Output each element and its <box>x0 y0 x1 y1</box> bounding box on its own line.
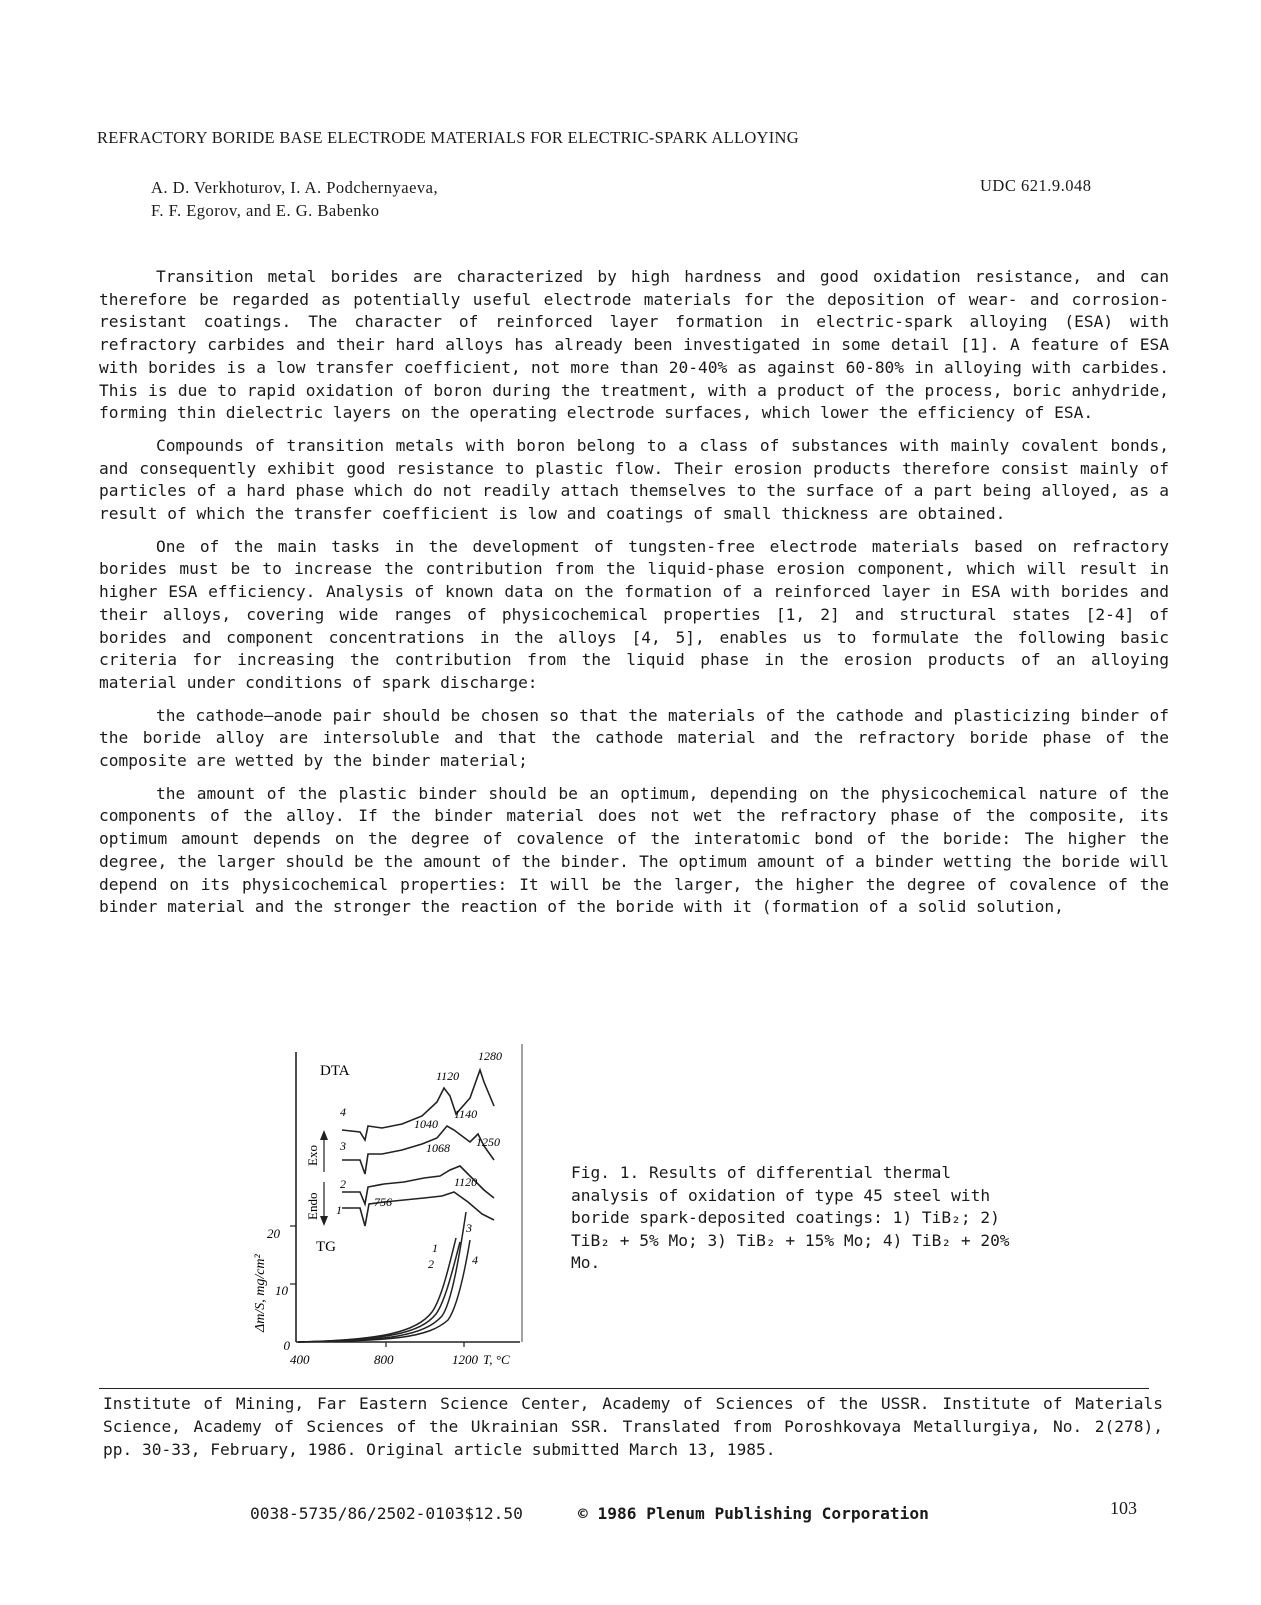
article-code: 0038-5735/86/2502-0103$12.50 <box>250 1504 523 1523</box>
peak-1250-label: 1250 <box>476 1135 500 1149</box>
peak-1120-label-bottom: 1120 <box>454 1175 478 1189</box>
y-tick-label-20: 20 <box>267 1226 280 1241</box>
dta-curve-4-id: 4 <box>340 1105 346 1119</box>
y-tick-label-10: 10 <box>275 1283 288 1298</box>
tg-curve-1-id: 1 <box>432 1241 438 1255</box>
endo-label: Endo <box>305 1192 320 1220</box>
figure-1-caption: Fig. 1. Results of differential thermal analysis of oxidation of type 45 steel with boride spark-deposited coatings: 1) TiB₂; 2) TiB₂ + 5% Mo; 3) TiB₂ + 15% Mo; 4) TiB₂ + 20% Mo. <box>571 1163 1010 1272</box>
dta-curve-2-id: 2 <box>340 1177 346 1191</box>
tg-curve-2-id: 2 <box>428 1257 434 1271</box>
x-tick-label-400: 400 <box>290 1352 310 1367</box>
tg-label: TG <box>316 1239 336 1255</box>
paragraph-1: Transition metal borides are characterized by high hardness and good oxidation resistance, and can therefore be regarded as potentially useful electrode materials for the deposition of wear- and corrosion-resistant coatings. The character of reinforced layer formation in electric-spark alloying (ESA) with refractory carbides and their hard alloys has already been investigated in some detail [1]. A feature of ESA with borides is a low transfer coefficient, not more than 20-40% as against 60-80% in alloying with carbides. This is due to rapid oxidation of boron during the treatment, with a product of the process, boric anhydride, forming thin dielectric layers on the operating electrode surfaces, which lower the efficiency of ESA. <box>99 267 1169 423</box>
x-tick-label-800: 800 <box>374 1352 394 1367</box>
peak-1280-label: 1280 <box>478 1049 502 1063</box>
figure-1-dta-tg-plot <box>232 1042 532 1378</box>
y-tick-label-0: 0 <box>283 1338 290 1353</box>
dta-curve-3 <box>342 1126 494 1174</box>
x-axis-unit: T, °C <box>483 1352 510 1367</box>
article-title: REFRACTORY BORIDE BASE ELECTRODE MATERIALS FOR ELECTRIC-SPARK ALLOYING <box>97 128 799 147</box>
author-list <box>151 176 438 222</box>
authors-line-2: F. F. Egorov, and E. G. Babenko <box>151 201 380 220</box>
paragraph-5: the amount of the plastic binder should be an optimum, depending on the physicochemical nature of the components of the alloy. If the binder material does not wet the refractory phase of the composite, its optimum amount depends on the degree of covalence of the interatomic bond of the boride: The higher the degree, the larger should be the amount of the binder. The optimum amount of a binder wetting the boride will depend on its physicochemical properties: It will be the larger, the higher the degree of covalence of the binder material and the stronger the reaction of the boride with it (formation of a solid solution, <box>99 783 1169 917</box>
tg-curve-3-id: 3 <box>466 1221 472 1235</box>
copyright-notice: © 1986 Plenum Publishing Corporation <box>578 1504 929 1523</box>
paragraph-3: One of the main tasks in the development of tungsten-free electrode materials based on refractory borides must be to increase the contribution from the liquid-phase erosion component, which will result in higher ESA efficiency. Analysis of known data on the formation of a reinforced layer in ESA with borides and their alloys, covering wide ranges of physicochemical properties [1, 2] and structural states [2-4] of borides and component concentrations in the alloys [4, 5], enables us to formulate the following basic criteria for increasing the contribution from the liquid phase in the erosion products of an alloying material under conditions of spark discharge: <box>99 536 1169 692</box>
article-body <box>99 266 1169 929</box>
dta-curve-3-id: 3 <box>340 1139 346 1153</box>
y-axis-label: Δm/S, mg/cm² <box>253 1254 268 1332</box>
paragraph-2: Compounds of transition metals with boron belong to a class of substances with mainly covalent bonds, and consequently exhibit good resistance to plastic flow. Their erosion products therefore consist mainly of particles of a hard phase which do not readily attach themselves to the surface of a part being alloyed, as a result of which the transfer coefficient is low and coatings of small thickness are obtained. <box>99 435 1169 524</box>
udc-code: UDC 621.9.048 <box>980 176 1092 195</box>
tg-curve-4-id: 4 <box>472 1253 478 1267</box>
affiliation-footnote: Institute of Mining, Far Eastern Science Center, Academy of Sciences of the USSR. Institute of Materials Science, Academy of Sciences of the Ukrainian SSR. Translated from Poroshkovaya Metallurgiya, No. 2(278), pp. 30-33, February, 1986. Original article submitted March 13, 1985. <box>103 1394 1163 1459</box>
peak-1040-label: 1040 <box>414 1117 438 1131</box>
tg-curve-2 <box>298 1242 460 1342</box>
footnote-divider <box>99 1388 1149 1389</box>
dta-tg-chart <box>232 1042 532 1378</box>
page-number: 103 <box>1110 1498 1137 1518</box>
authors-line-1: A. D. Verkhoturov, I. A. Podchernyaeva, <box>151 178 439 197</box>
paragraph-4: the cathode—anode pair should be chosen so that the materials of the cathode and plasticizing binder of the boride alloy are intersoluble and that the cathode material and the refractory boride phase of the composite are wetted by the binder material; <box>99 705 1169 771</box>
exo-arrow-head <box>320 1130 328 1140</box>
endo-arrow-head <box>320 1216 328 1226</box>
tg-curve-4 <box>298 1240 470 1342</box>
dta-label: DTA <box>320 1063 350 1079</box>
peak-1068-label: 1068 <box>426 1141 450 1155</box>
page-footer <box>250 1498 1150 1528</box>
dta-curve-1-id: 1 <box>336 1203 342 1217</box>
tg-curve-3 <box>298 1212 466 1342</box>
exo-label: Exo <box>305 1145 320 1166</box>
peak-1120-label-top: 1120 <box>436 1069 460 1083</box>
peak-756-label: 756 <box>374 1195 392 1209</box>
x-tick-label-1200: 1200 <box>452 1352 478 1367</box>
peak-1140-label: 1140 <box>454 1107 478 1121</box>
